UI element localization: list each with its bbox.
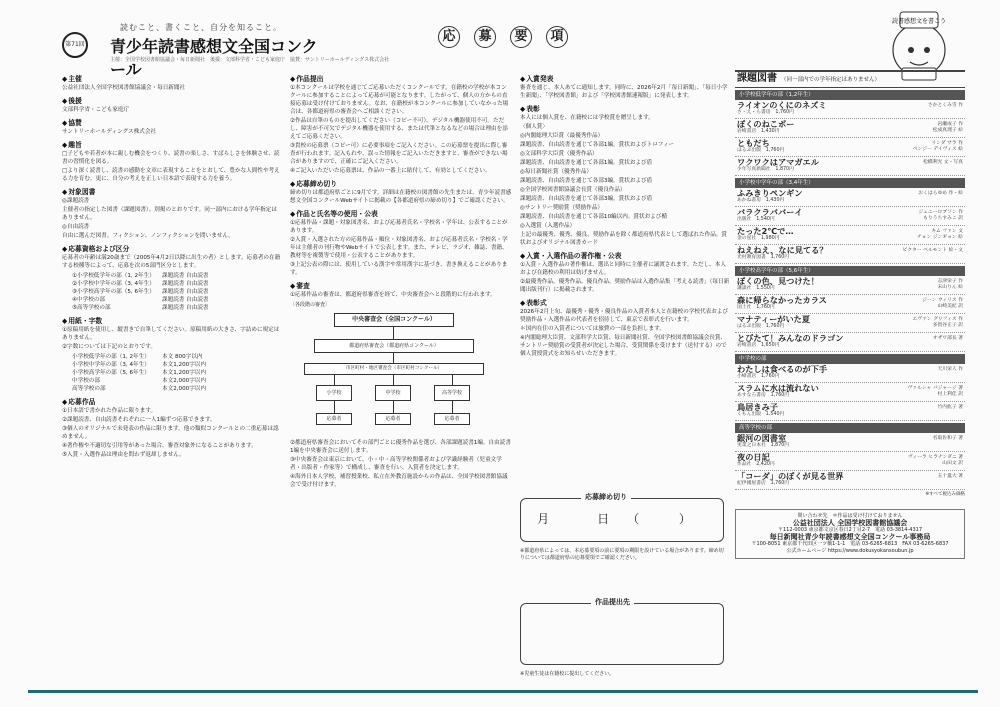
section-text: ◎内閣総理大臣賞（最優秀作品） [520,133,604,139]
prefecture-committee: 都道府県審査会（都道府県コンクール） [314,339,474,353]
section-text: ①応募作品・課題・対象図書名、および応募者氏名・学校名・学年は、公表することがあります。 [290,220,508,234]
section-text: ◎入選賞（入選作品） [520,223,576,229]
deadline-label: 応募締め切り [581,493,631,501]
book-publisher: 出版社 1,540円 [737,217,775,222]
submission-label: 作品提出先 [591,598,634,606]
book-author: リンダ サラ 作 ベンジー デイヴィス 絵 [912,141,963,152]
book-author: おくはらゆめ 作・絵 [918,191,963,196]
section-heading: ◆ 協賛 [62,119,282,127]
title-char: 応 [438,26,460,48]
table-row [72,385,282,393]
section-text: ＊国内在住の入賞者については旅費の一部を負担します。 [520,326,665,332]
book-author: 名取佐和子 著 [932,436,963,441]
section-heading: ◆ 対象図書 [62,188,282,196]
central-committee: 中央審査会（全国コンクール） [334,313,454,327]
section-text: ②字数については下記のとおりです。 [62,344,156,350]
section-text: ③貴校の応募票（コピー可）に必要事項をご記入ください。この応募票を提出に際し審査が行われます。記入もれや、誤った情報をご記入いただきますと、審査ができない場合がありますので、正確にご記入ください。 [290,143,508,165]
contact-address: 〒112-0003 東京都文京区春日2丁目2-7 電話 03-3814-4317 [777,527,923,533]
column-1 [62,70,282,680]
book-item [735,157,965,176]
book-item [735,295,965,314]
tagline: 読むこと、書くこと、自分を知ること。 [120,23,282,32]
table-row [72,296,282,304]
book-item [735,364,965,383]
book-item [735,333,965,352]
section-text: 自由に選んだ図書。フィクション、ノンフィクションを問いません。 [62,233,234,239]
contact-web: 公式ホームページ https://www.dokusyokansoubun.jp [786,548,914,554]
book-title: ともだち [737,138,770,148]
section-text: ②最優秀作品、優秀作品、優良作品、奨励作品は入選作品集「考える読書」（毎日新聞出版刊行）に掲載されます。 [520,279,730,293]
section-text: ⑤入賞・入選作品は理由を問わず返却しません。 [62,452,185,458]
row-value: 本文2,000字以内 [162,378,206,384]
contact-heading: 問い合わせ先 ＊作品は受け付けておりません [797,513,903,519]
deadline-box [520,493,724,542]
applicant-box: 応募者 [434,413,470,425]
section-text: 本人には個人賞を、在籍校には学校賞を贈呈します。 [520,115,654,121]
book-item [735,433,965,452]
book-title: とびたて！みんなのドラゴン [737,333,844,343]
book-title: ねえねえ、なに見てる？ [737,245,828,255]
book-publisher: くもん出版 1,540円 [737,412,785,417]
section-text: ②都道府県審査会においてその部門ごとに優秀作品を選び、各部課題読書1編、自由読書1編を中央審査会に送付します。 [290,440,511,454]
book-publisher: あすなろ書房 1,760円 [737,393,790,398]
book-title: 森に帰らなかったカラス [737,295,827,305]
school-box: 中学校 [375,385,411,401]
row-label: ⑤高等学校の部 [72,305,111,311]
book-title: マナティーがいた夏 [737,314,811,324]
section-text: ①日本語で書かれた作品に限ります。 [62,408,157,414]
book-item [735,314,965,333]
book-author: 天川栄人 作 [937,367,963,372]
section-heading: ◆ 審査 [290,282,512,290]
mascot-text: 読書感想文を書こう [891,18,947,25]
deadline-date: 月 日（ ） [537,512,709,526]
row-label: 小学校高学年の部（5, 6年生） [72,370,150,376]
section-text: ②作品は自筆のものを提出してください（コピー不可）。デジタル機器使用不可。ただし、障害が不可欠でデジタル機器を使用する、または代筆となるなどの場合は理由を添えてご応募ください。 [290,118,508,140]
row-label: 中学校の部 [72,378,100,384]
section-text: 主催者の指定した図書（課題図書）。別掲のとおりです。同一部内における学年指定はありません。 [62,207,277,221]
section-text: ◎課題読書 [62,198,90,204]
row-value: 本文1,200字以内 [162,362,206,368]
book-publisher: 岩崎書店 1,650円 [737,343,780,348]
section-text: ◎文部科学大臣賞（優秀作品） [520,151,598,157]
book-item [735,402,965,421]
book-title: スラムに水は流れない [737,383,819,393]
title-char: 項 [546,26,568,48]
row-value: 本文1,200字以内 [162,370,206,376]
section-heading: ◆ 入賞・入選作品の著作権・公表 [520,252,730,260]
title-char: 要 [510,26,532,48]
row-label: ①小学校低学年の部（1, 2年生） [72,273,155,279]
section-text: 応募者の年齢は満20歳まで（2005年4月2日以降に出生の者）とします。応募者の在籍する校種等によって、応募を次の5部門区分とします。 [62,255,281,269]
book-author: ビクター ベルモント 絵・文 [902,248,963,253]
book-author: 竹内紘子 著 [937,405,963,410]
section-heading: ◆ 応募締め切り [290,180,512,188]
section-text: ①入賞・入選作品の著作権は、選出と同時に主催者に譲渡されます。ただし、本人および在籍校の利用は妨げません。 [520,262,726,276]
section-text: ①応募作品の審査は、都道府県審査を経て、中央審査会へと段階的に行われます。 [290,292,496,298]
contact-address: 〒100-8051 東京都千代田区一ツ橋1-1-1 電話 03-6265-6813 FAX 03-6265-6837 [751,541,949,547]
grade-bar: 小学校中学年の部（3,4年生） [735,178,965,188]
book-publisher: 少年写真新聞社 1,870円 [737,167,794,172]
table-row [72,272,282,280]
contact-org: 公益社団法人 全国学校図書館協議会 [792,519,908,527]
section-text: ③上記公表の際には、使用している漢字や常用漢字に基づき、書き換えることがあります。 [290,262,508,276]
section-text: 2026年2月上旬、最優秀・優秀・優良作品の入賞者本人と在籍校の学校代表および奨励作品・入選作品の代表者を招待して、東京で表彰式を行います。 [520,309,728,323]
book-item [735,383,965,402]
row-value: 本文 800字以内 [162,354,203,360]
grade-bar: 高等学校の部 [735,423,965,433]
book-list-header: 課題図書 （同一部内での学年指定はありません） [735,70,965,88]
section-text: ④海外日本人学校、補習授業校、私立在外教育施設からの作品は、全国学校図書館協議会で受け付けます。 [290,474,508,488]
column-3 [520,70,730,680]
book-item [735,245,965,264]
section-text: 〈個人賞〉 [520,124,548,130]
table-row [72,288,282,296]
section-heading: ◆ 主催 [62,75,282,83]
book-author: 五十嵐大 著 [937,474,963,479]
organizers-note: 主催：全国学校図書館協議会・毎日新聞社 後援：文部科学省・こども家庭庁 協賛：サントリーホールディングス株式会社 [110,57,390,63]
section-text: 締め切りは都道府県ごとに9月です。詳細は在籍校の図書館の先生または、青少年読書感想文全国コンクールWebサイトに掲載の【各都道府県の締め切り】でご確認ください。 [290,190,512,204]
book-title: 鳥居きみ子 [737,402,778,412]
book-publisher: 光村教育図書 1,760円 [737,255,790,260]
review-org-chart [294,313,494,435]
applicant-box: 応募者 [316,413,352,425]
tax-note: ※すべて税込み価格 [925,492,965,497]
section-text: 課題読書、自由読書を通じて各部10編以内。賞状および楯 [520,214,667,220]
book-item [735,226,965,245]
org-caption: 〔各段階の審査〕 [290,302,331,308]
table-row [72,353,282,361]
book-author: ヴァルシャ バジャージ 著 村上利佳 訳 [907,386,963,397]
submission-note: ※児童生徒は在籍校に提出してください。 [520,671,615,677]
book-title: 銀河の図書室 [737,433,787,443]
book-item [735,119,965,138]
book-item [735,452,965,471]
book-author: オザワ部長 著 [932,336,963,341]
section-text: ◎全国学校図書館協議会長賞（優良作品） [520,187,626,193]
title-char: 募 [474,26,496,48]
row-value: 課題読書 自由読書 [162,289,209,295]
book-publisher: あかね書房 1,430円 [737,198,785,203]
section-text: ◎サントリー奨励賞（奨励作品） [520,205,603,211]
book-publisher: 国土社 1,760円 [737,305,775,310]
row-label: ②小学校中学年の部（3, 4年生） [72,281,155,287]
section-heading: ◆ 応募作品 [62,398,282,406]
row-value: 課題読書 自由読書 [162,305,209,311]
book-item [735,276,965,295]
book-author: 松橋利光 文・写真 [923,160,963,165]
school-box: 高等学校 [434,385,470,401]
book-title: たった2℃で… [737,226,794,236]
section-heading: ◆ 作品と氏名等の使用・公表 [290,210,512,218]
row-value: 本文2,000字以内 [162,386,206,392]
book-publisher: 紀伊國屋書店 1,760円 [737,481,790,486]
section-text: ◎自由読書 [62,224,90,230]
row-label: 小学校低学年の部（1, 2年生） [72,354,150,360]
book-title: バラクラババーイ [737,207,803,217]
book-author: ヴィーラ ヒラナンダニ 著 山田文 訳 [907,455,963,466]
section-heading: ◆ 趣旨 [62,141,282,149]
book-list [735,48,965,658]
book-author: ジーン ウィリス 作 山崎美紀 訳 [922,298,963,309]
section-text: 審査を通じ、本人あてに通知します。同時に、2026年2月「毎日新聞」、「毎日小学生新聞」、「学校図書館」および「学校図書館速報版」に発表します。 [520,85,728,99]
grade-bar: 小学校高学年の部（5,6年生） [735,266,965,276]
book-publisher: 小峰書店 1,760円 [737,374,780,379]
book-item [735,188,965,207]
deadline-note: ※都道府県によっては、本応募要項の前に要項の期限を設けている場合があります。締め切りについては都道府県の応募要項でご確認ください。 [520,548,724,561]
book-title: 夜の日記 [737,452,770,462]
word-limit-table [72,353,282,393]
section-text: ①本コンクールは学校を通じてご応募いただくコンクールです。在籍校の学校が本コンクールに参加することによって応募が可能となります。したがって、個人の方からの直接応募は受け付けておりません。なお、在籍校が本コンクールに参加していなかった場合は、各都道府県の審査会へご相談ください。 [290,85,509,115]
row-label: 小学校中学年の部（3, 4年生） [72,362,150,368]
book-item [735,100,965,119]
book-title: ワクワクはアマガエル [737,157,819,167]
table-row [72,280,282,288]
column-2 [290,70,512,680]
section-text: ④著作権や不適切な引用等があった場合、審査対象外になることがあります。 [62,443,257,449]
book-title: ぼくの色、見つけた！ [737,276,819,286]
section-text: ②入賞・入選された方の応募作品・順位・対象図書名、および応募者氏名・学校名・学年は主催者の刊行物やWebサイトで公表します。また、テレビ、ラジオ、雑誌、書籍、教材等を複製等で使用・公表することがあります。 [290,237,508,259]
section-text: ④ご記入いただいた応募票は、作品の一番上に貼付して、有効としてください。 [290,168,491,174]
book-title: ライオンのくにのネズミ [737,100,827,110]
book-author: エヴァン グリフィス 作 多賀谷正子 訳 [912,317,963,328]
row-value: 課題読書 自由読書 [162,281,209,287]
book-item [735,207,965,226]
book-publisher: ほるぷ出版 1,760円 [737,148,785,153]
grade-bar: 中学校の部 [735,354,965,364]
school-box: 小学校 [316,385,352,401]
grade-bar: 小学校低学年の部（1,2年生） [735,90,965,100]
book-title: わたしは食べるのが下手 [737,364,828,374]
book-publisher: ほるぷ出版 1,760円 [737,324,785,329]
bottom-rule [28,690,978,693]
municipal-committee: 市区町村・地区審査会（市区町村コンクール） [304,363,484,375]
book-publisher: 岩崎書店 1,430円 [737,129,780,134]
section-heading: ◆ 入賞発表 [520,75,730,83]
section-text: ※内閣総理大臣賞、文部科学大臣賞、毎日新聞社賞、全国学校図書館協議会長賞、サントリー奨励賞の受賞者が決定した場合、受賞関係を受けます（送付する）ので個人賞授賞式をお知らせいただきます。 [520,335,727,357]
book-author: ジェニーロブソン 作 もりうちすみこ 訳 [918,210,963,221]
contest-title: 青少年読書感想文全国コンクール [110,37,318,79]
submission-box [520,598,724,665]
book-title: ぼくのねこポー [737,119,795,129]
row-label: 高等学校の部 [72,386,106,392]
book-author: 志津栄子 作 末山りん 絵 [937,279,963,290]
section-text: 課題読書、自由読書を通じて各部1編。賞状およびトロフィー [520,142,675,148]
book-item [735,471,965,490]
section-text: 課題読書、自由読書を通じて各部1編。賞状および盾 [520,160,653,166]
table-row [72,361,282,369]
page-title [438,26,568,48]
book-title: 「コーダ」のぼくが見る世界 [737,471,844,481]
contact-org: 毎日新聞社青少年読書感想文全国コンクール事務局 [769,533,931,541]
row-label: ③小学校高学年の部（5, 6年生） [72,289,155,295]
contact-box [735,509,965,559]
book-author: 岩瀬成子 作 松成真理子 絵 [932,122,963,133]
row-value: 課題読書 自由読書 [162,297,209,303]
applicant-box: 応募者 [375,413,411,425]
section-heading: ◆ 後援 [62,97,282,105]
section-text: ①原稿用紙を使用し、縦書きで自筆してください。原稿用紙の大きさ、字詰めに規定はありません。 [62,327,280,341]
section-text: サントリーホールディングス株式会社 [62,129,157,135]
division-list [72,272,282,312]
book-publisher: 金の星社 1,980円 [737,236,780,241]
book-author: キム ファン 文 チョン ジンギョン 絵 [917,229,963,240]
section-text: □子どもや若者が本に親しむ機会をつくり、読書の楽しさ、すばらしさを体験させ、読書の習慣化を図る。 [62,151,280,165]
section-text: 上記の最優秀、優秀、優良、奨励作品を除く都道府県代表として選ばれた作品。賞状およびオリジナル図書カード [520,232,727,246]
section-text: 文部科学省・こども家庭庁 [62,107,130,113]
edition-badge: 第71回 [62,32,88,58]
book-item [735,138,965,157]
section-heading: ◆ 表彰 [520,105,730,113]
book-author: さかとくみ雪 作 [927,103,963,108]
book-publisher: さ・え・ら書房 1,760円 [737,110,794,115]
section-text: □より深く読書し、読書の感動を文章に表現することをとおして、豊かな人間性や考える力を育む。更に、自分の考えを正しい日本語で表現する力を養う。 [62,168,280,182]
section-heading: ◆ 用紙・字数 [62,317,282,325]
section-heading: ◆ 表彰式 [520,299,730,307]
section-text: 課題読書、自由読書を通じて各部3編。賞状および盾 [520,196,653,202]
book-publisher: 実業之日本社 1,870円 [737,443,790,448]
table-row [72,369,282,377]
section-text: ③個人のオリジナルで未発表の作品に限ります。他の類似コンクールとの二重応募は認めません。 [62,426,279,440]
book-publisher: 講談社 1,550円 [737,286,775,291]
row-value: 課題読書 自由読書 [162,273,209,279]
book-publisher: 作品社 2,420円 [737,462,775,467]
section-text: 課題読書、自由読書を通じて各部3編。賞状および盾 [520,178,653,184]
section-text: ③中央審査会は東京において、小・中・高等学校関係者および学識経験者（児童文学者・出版者・作家等）で構成し、審査を行い、入賞者を決定します。 [290,457,502,471]
table-row [72,377,282,385]
section-heading: ◆ 作品提出 [290,75,512,83]
book-title: ふみきりペンギン [737,188,803,198]
section-text: ②課題読書、自由読書それぞれに一人1編ずつ応募できます。 [62,417,216,423]
table-row [72,304,282,312]
section-text: 公益社団法人全国学校図書館協議会・毎日新聞社 [62,85,186,91]
section-heading: ◆ 応募資格および区分 [62,245,282,253]
section-text: ◎毎日新聞社賞（優秀作品） [520,169,593,175]
row-label: ④中学校の部 [72,297,105,303]
